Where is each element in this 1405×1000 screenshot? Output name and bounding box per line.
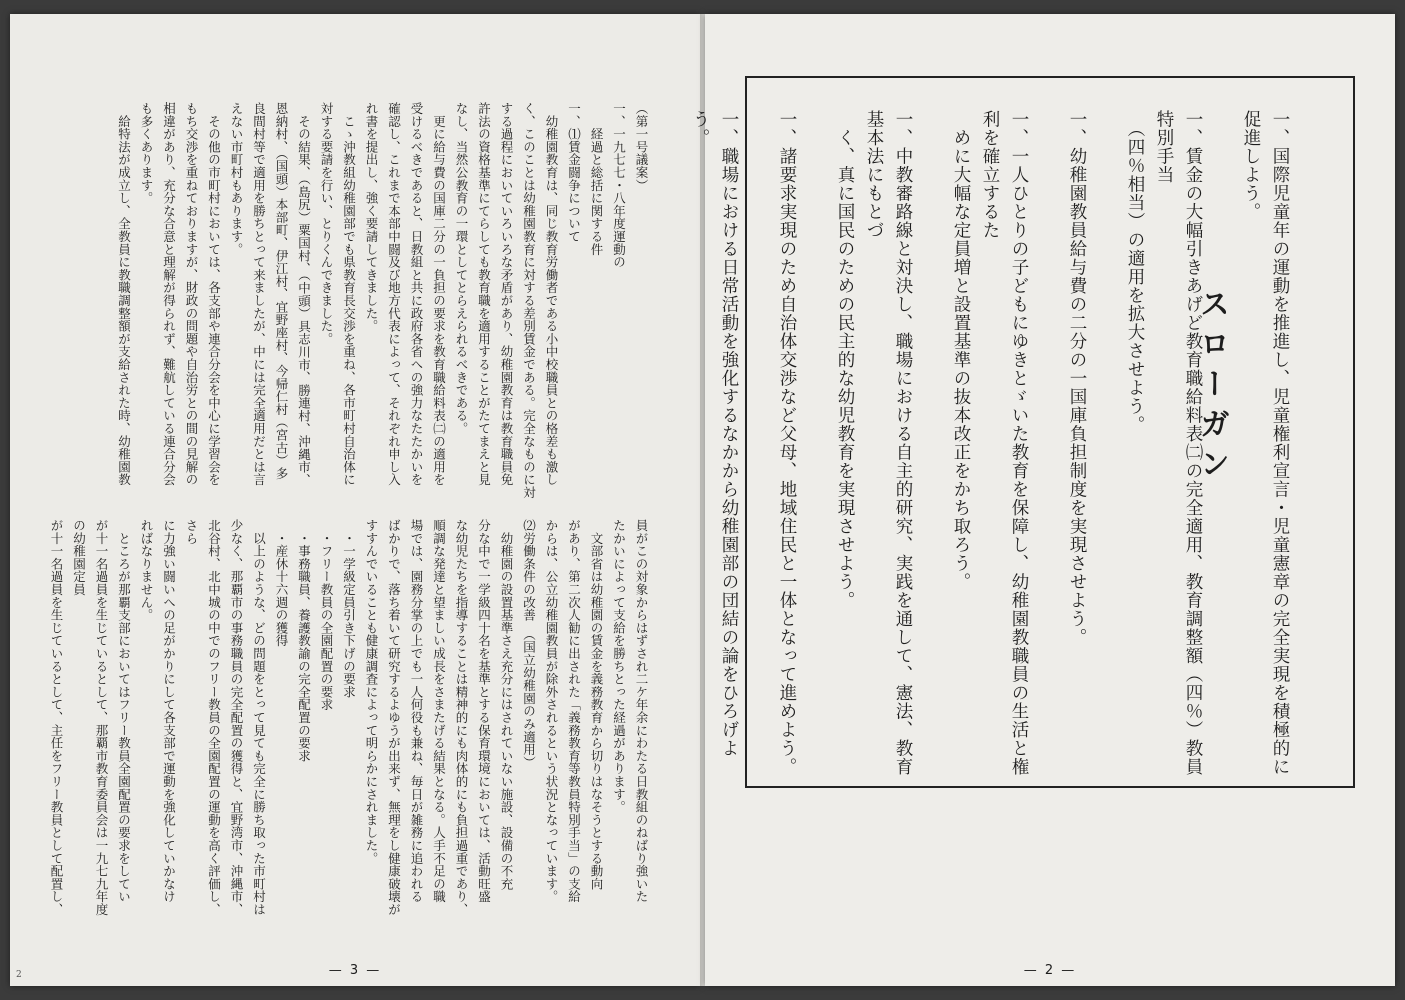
slogan-title: スローガン	[1194, 288, 1229, 488]
slogan-item: 一、幼稚園教員給与費の二分の一国庫負担制度を実現させよう。	[1067, 110, 1087, 647]
page-number-left: — 3 —	[328, 963, 382, 978]
slogan-item: 一、諸要求実現のため自治体交渉など父母、地域住民と一体となって進めよう。	[777, 110, 797, 776]
left-page-upper-text: （第一号議案） 一、一九七七・八年度運動の 経過と総括に関する件 一、⑴賃金闘争について 幼稚園教育は、同じ教育労働者である小中校職員との格差も激し く、このことは幼稚園教育に対する差別賃金である。完全なものに対 する過程においていろいろな矛盾があり、幼稚園教育は教育職員免 許法の資格基準にてらしても教育職を適用することがたてまえと見 なし、当然公教育の一環としてとらえられるべきである。 更に給与費の国庫二分の一負担の要求を教育職給料表㈡の適用を 受けるべきであると、日教組と共に政府各省への強力なたたかいを 確認し、これまで本部中闘及び地方代表によって、それぞれ申し入 れ書を提出し、強く要請してきました。 こゝ沖教組幼稚園部でも県教育長交渉を重ね、各市町村自治体に 対する要請を行い、とりくんできました。 その結果、（島尻）粟国村、（中頭）具志川市、勝連村、沖縄市、 恩納村、（国頭）本部町、伊江村、宜野座村、今帰仁村（宮古）多 良間村等で適用を勝ちとって来ましたが、中には完全適用だとは言 えない市町村もあります。 その他の市町村においては、各支部や連合分会を中心に学習会を もち交渉を重ねておりますが、財政の問題や自治労との間の見解の 相違があり、充分な合意と理解が得られず、難航している連合分会 も多くあります。 給特法が成立し、全教員に教職調整額が支給された時、幼稚園教	[116, 102, 649, 499]
slogan-item: 一、中教審路線と対決し、職場における自主的研究、実践を通して、憲法、教育基本法にもとづ く、真に国民のための民主的な幼児教育を実現させよう。	[835, 110, 913, 776]
slogan-item: 一、国際児童年の運動を推進し、児童権利宣言・児童憲章の完全実現を積極的に促進しよう。	[1241, 110, 1290, 776]
slogan-item: 一、一人ひとりの子どもにゆきとゞいた教育を保障し、幼稚園教職員の生活と権利を確立するた めに大幅な定員増と設置基準の抜本改正をかち取ろう。	[951, 110, 1029, 776]
slogan-box	[690, 76, 1355, 788]
corner-mark: 2	[16, 970, 22, 980]
left-page	[10, 14, 700, 986]
slogan-item: 一、職場における日常活動を強化するなかから幼稚園部の団結の論をひろげよう。	[690, 110, 739, 758]
left-page-lower-text: 員がこの対象からはずされ二ケ年余にわたる日教組のねばり強いた たかいによって支給を勝ちとった経過があります。 文部省は幼稚園の賃金を義務教育から切りはなそうとする動向 があり、第二次人勧に出された「義務教育等教員特別手当」の支給 からは、公立幼稚園教員が除外されるという状況となっています。 ⑵労働条件の改善 （国立幼稚園のみ適用） 幼稚園の設置基準さえ充分にはされていない施設、設備の不充 分な中で一学級四十名を基準とする保育環境においては、活動旺盛 な幼児たちを指導することは精神的にも肉体的にも負担過重であり、 順調な発達と望ましい成長をさまたげる結果となる。人手不足の職 場では、園務分掌の上でも一人何役も兼ね、毎日が雑務に追われる ばかりで、落ち着いて研究するよゆうが出来ず、無理をし健康破壊が すすんでいることも健康調査によって明らかにされました。 ・一学級定員引き下げの要求 ・フリー教員の全園配置の要求 ・事務職員、養護教諭の完全配置の要求 ・産休十六週の獲得 以上のような、どの問題をとって見ても完全に勝ち取った市町村は 少なく、那覇市の事務職員の完全配置の獲得と、宜野湾市、沖縄市、 北谷村、北中城の中でのフリー教員の全園配置の運動を高く評価し、さら に力強い闘いへの足がかりにして各支部で運動を強化していかなけ ればなりません。 ところが那覇支部においてはフリー教員全園配置の要求をしてい が十一名過員を生じているとして、那覇市教育委員会は一九七九年度の幼稚園定員 が十一名過員を生じているとして、主任をフリー教員として配置し、	[49, 519, 649, 916]
page-number-right: — 2 —	[1023, 963, 1077, 978]
right-page	[690, 14, 1395, 986]
slogan-item: 一、賃金の大幅引きあげど教育職給料表㈡の完全適用、教育調整額（四％）教員特別手当 （四％相当）の適用を拡大させよう。	[1125, 110, 1203, 776]
